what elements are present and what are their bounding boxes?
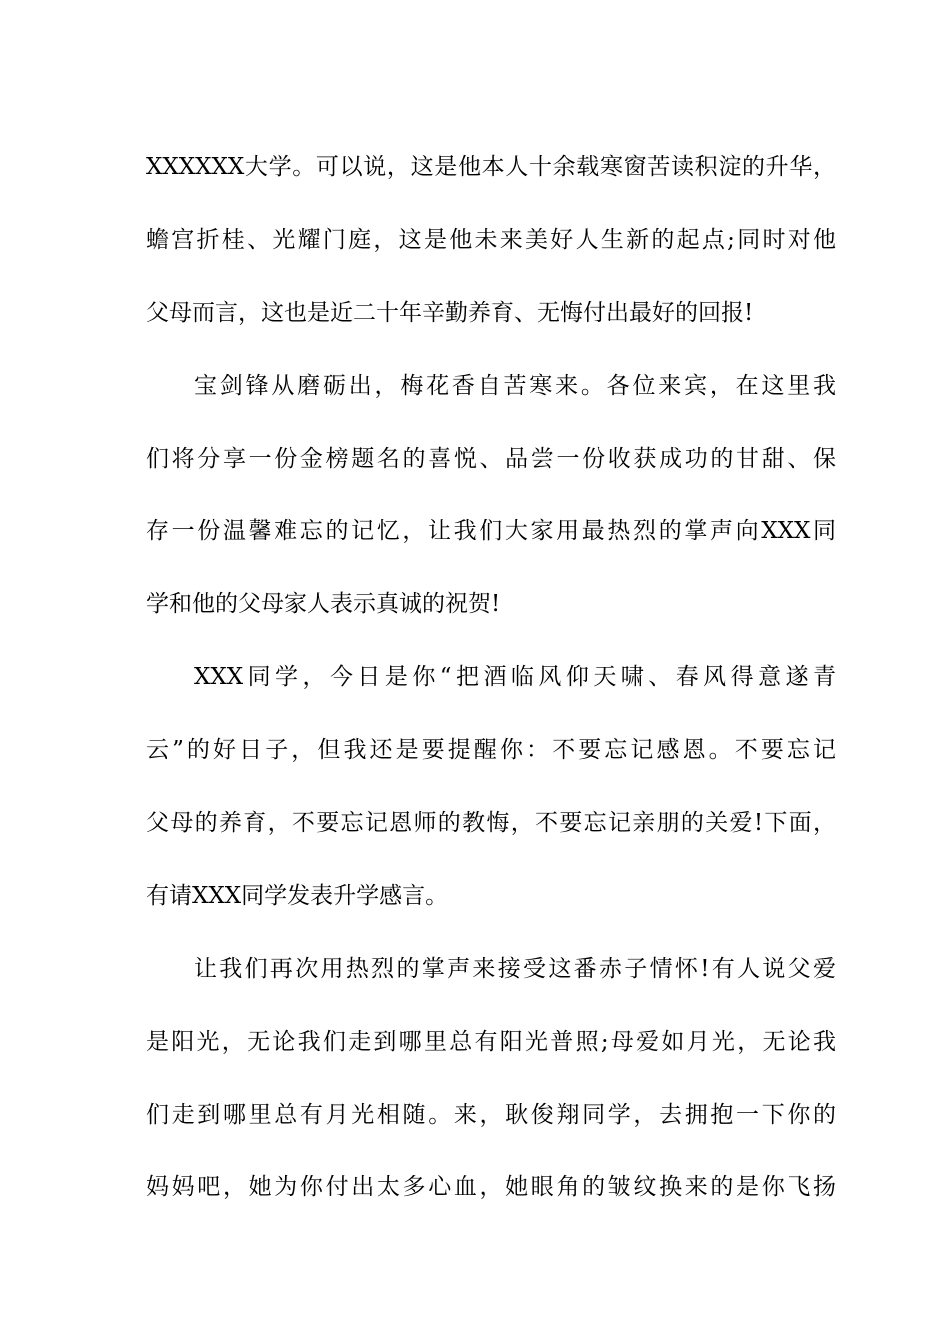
paragraph-line: XXXXXX大学。可以说，这是他本人十余载寒窗苦读积淀的升华， bbox=[146, 154, 836, 180]
paragraph-line: XXX同学，今日是你“把酒临风仰天啸、春风得意遂青 bbox=[194, 664, 836, 691]
paragraph-line: 云”的好日子，但我还是要提醒你：不要忘记感恩。不要忘记 bbox=[146, 737, 836, 764]
paragraph-line: 父母的养育，不要忘记恩师的教悔，不要忘记亲朋的关爱!下面， bbox=[146, 810, 836, 837]
paragraph-line: 学和他的父母家人表示真诚的祝贺! bbox=[146, 591, 501, 618]
paragraph-line: 是阳光，无论我们走到哪里总有阳光普照;母爱如月光，无论我 bbox=[146, 1028, 836, 1055]
paragraph-line: 存一份温馨难忘的记忆，让我们大家用最热烈的掌声向XXX同 bbox=[146, 518, 836, 545]
paragraph-line: 妈妈吧，她为你付出太多心血，她眼角的皱纹换来的是你飞扬 bbox=[146, 1174, 836, 1201]
paragraph-line: 们将分享一份金榜题名的喜悦、品尝一份收获成功的甘甜、保 bbox=[146, 445, 836, 472]
paragraph-4 bbox=[146, 933, 836, 1225]
paragraph-line: 蟾宫折桂、光耀门庭，这是他未来美好人生新的起点;同时对他 bbox=[146, 226, 836, 253]
paragraph-1 bbox=[146, 131, 836, 350]
paragraph-3 bbox=[146, 641, 836, 933]
paragraph-line: 有请XXX同学发表升学感言。 bbox=[146, 882, 449, 909]
paragraph-line: 让我们再次用热烈的掌声来接受这番赤子情怀!有人说父爱 bbox=[194, 955, 836, 982]
paragraph-line: 宝剑锋从磨砺出，梅花香自苦寒来。各位来宾，在这里我 bbox=[194, 372, 836, 399]
paragraph-2 bbox=[146, 350, 836, 642]
paragraph-line: 们走到哪里总有月光相随。来，耿俊翔同学，去拥抱一下你的 bbox=[146, 1101, 836, 1128]
document-body bbox=[146, 131, 836, 1224]
paragraph-line: 父母而言，这也是近二十年辛勤养育、无悔付出最好的回报! bbox=[146, 299, 754, 326]
